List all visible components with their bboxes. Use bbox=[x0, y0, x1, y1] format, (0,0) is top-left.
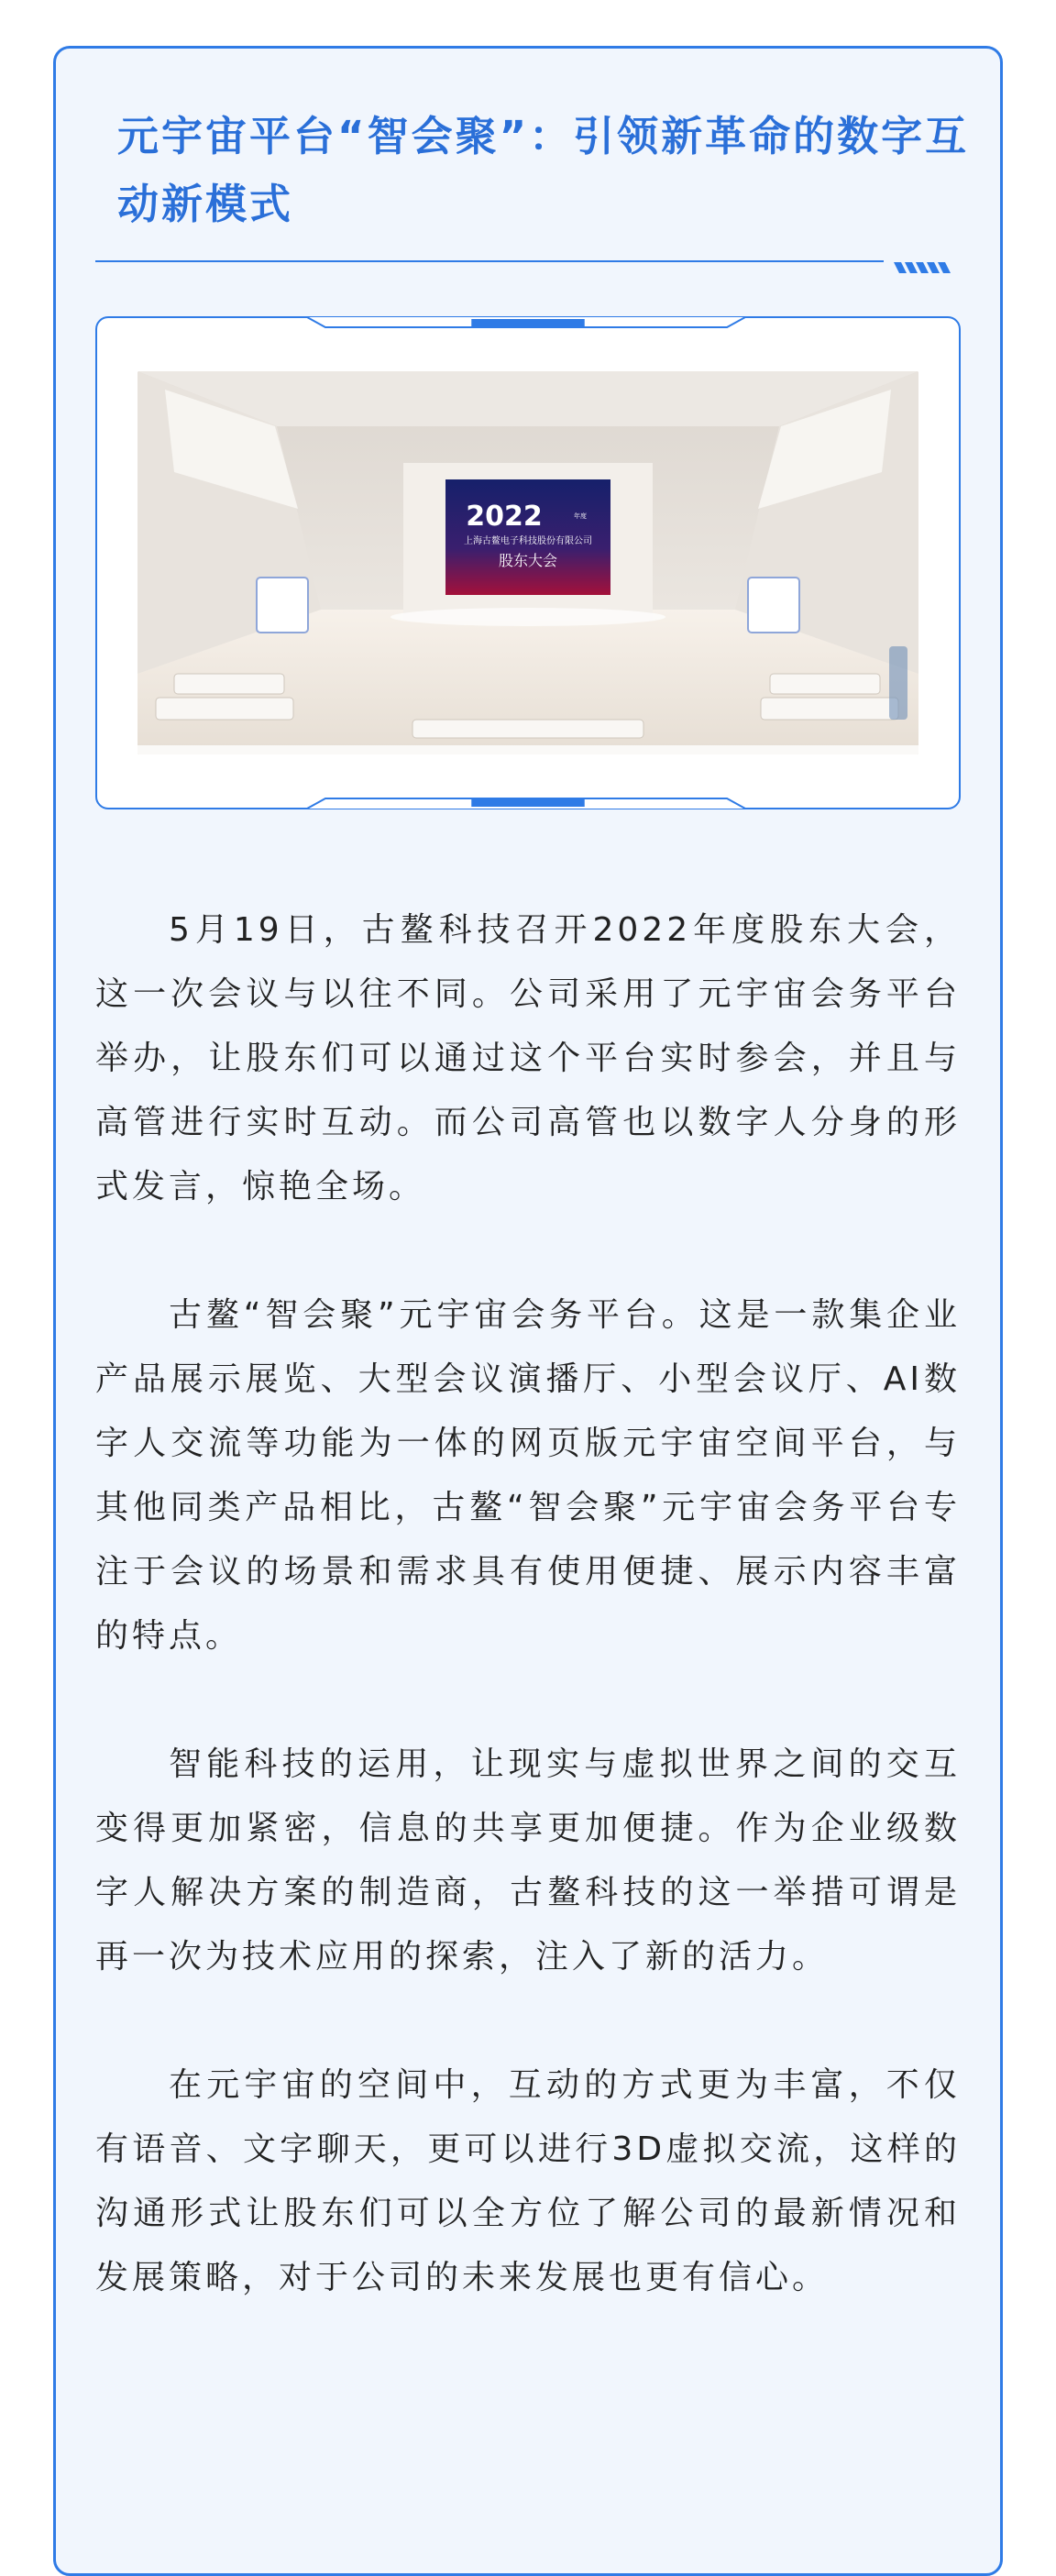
title-block bbox=[117, 103, 970, 238]
screen-year: 2022 bbox=[466, 501, 543, 533]
card-top-notch bbox=[53, 46, 750, 73]
article-body bbox=[95, 898, 961, 2374]
page-title: 元宇宙平台“智会聚”：引领新革命的数字互动新模式 bbox=[117, 112, 970, 228]
stripes-decoration bbox=[894, 260, 952, 275]
meeting-hall-screenshot bbox=[138, 371, 918, 754]
paragraph: 5月19日，古鳌科技召开2022年度股东大会，这一次会议与以往不同。公司采用了元宇宙会务平台举办，让股东们可以通过这个平台实时参会，并且与高管进行实时互动。而公司高管也以数字人分身的形式发言，惊艳全场。 bbox=[95, 911, 961, 1205]
frame-top-deco bbox=[97, 316, 959, 329]
screen-event: 股东大会 bbox=[498, 552, 558, 569]
title-divider bbox=[95, 260, 884, 262]
screen-year-suffix: 年度 bbox=[574, 512, 587, 520]
paragraph: 古鳌“智会聚”元宇宙会务平台。这是一款集企业产品展示展览、大型会议演播厅、小型会议厅、AI数字人交流等功能为一体的网页版元宇宙空间平台，与其他同类产品相比，古鳌“智会聚”元宇宙会务平台专注于会议的场景和需求具有使用便捷、展示内容丰富的特点。 bbox=[95, 1296, 961, 1655]
paragraph: 在元宇宙的空间中，互动的方式更为丰富，不仅有语音、文字聊天，更可以进行3D虚拟交流，这样的沟通形式让股东们可以全方位了解公司的最新情况和发展策略，对于公司的未来发展也更有信心。 bbox=[95, 2066, 961, 2296]
virtual-hall-illustration bbox=[138, 371, 918, 754]
screen-company: 上海古鳌电子科技股份有限公司 bbox=[464, 536, 592, 546]
right-info-panel bbox=[748, 578, 799, 633]
left-info-panel bbox=[257, 578, 308, 633]
paragraph: 智能科技的运用，让现实与虚拟世界之间的交互变得更加紧密，信息的共享更加便捷。作为企业级数字人解决方案的制造商，古鳌科技的这一举措可谓是再一次为技术应用的探索，注入了新的活力。 bbox=[95, 1745, 961, 1976]
frame-bottom-deco bbox=[97, 797, 959, 809]
